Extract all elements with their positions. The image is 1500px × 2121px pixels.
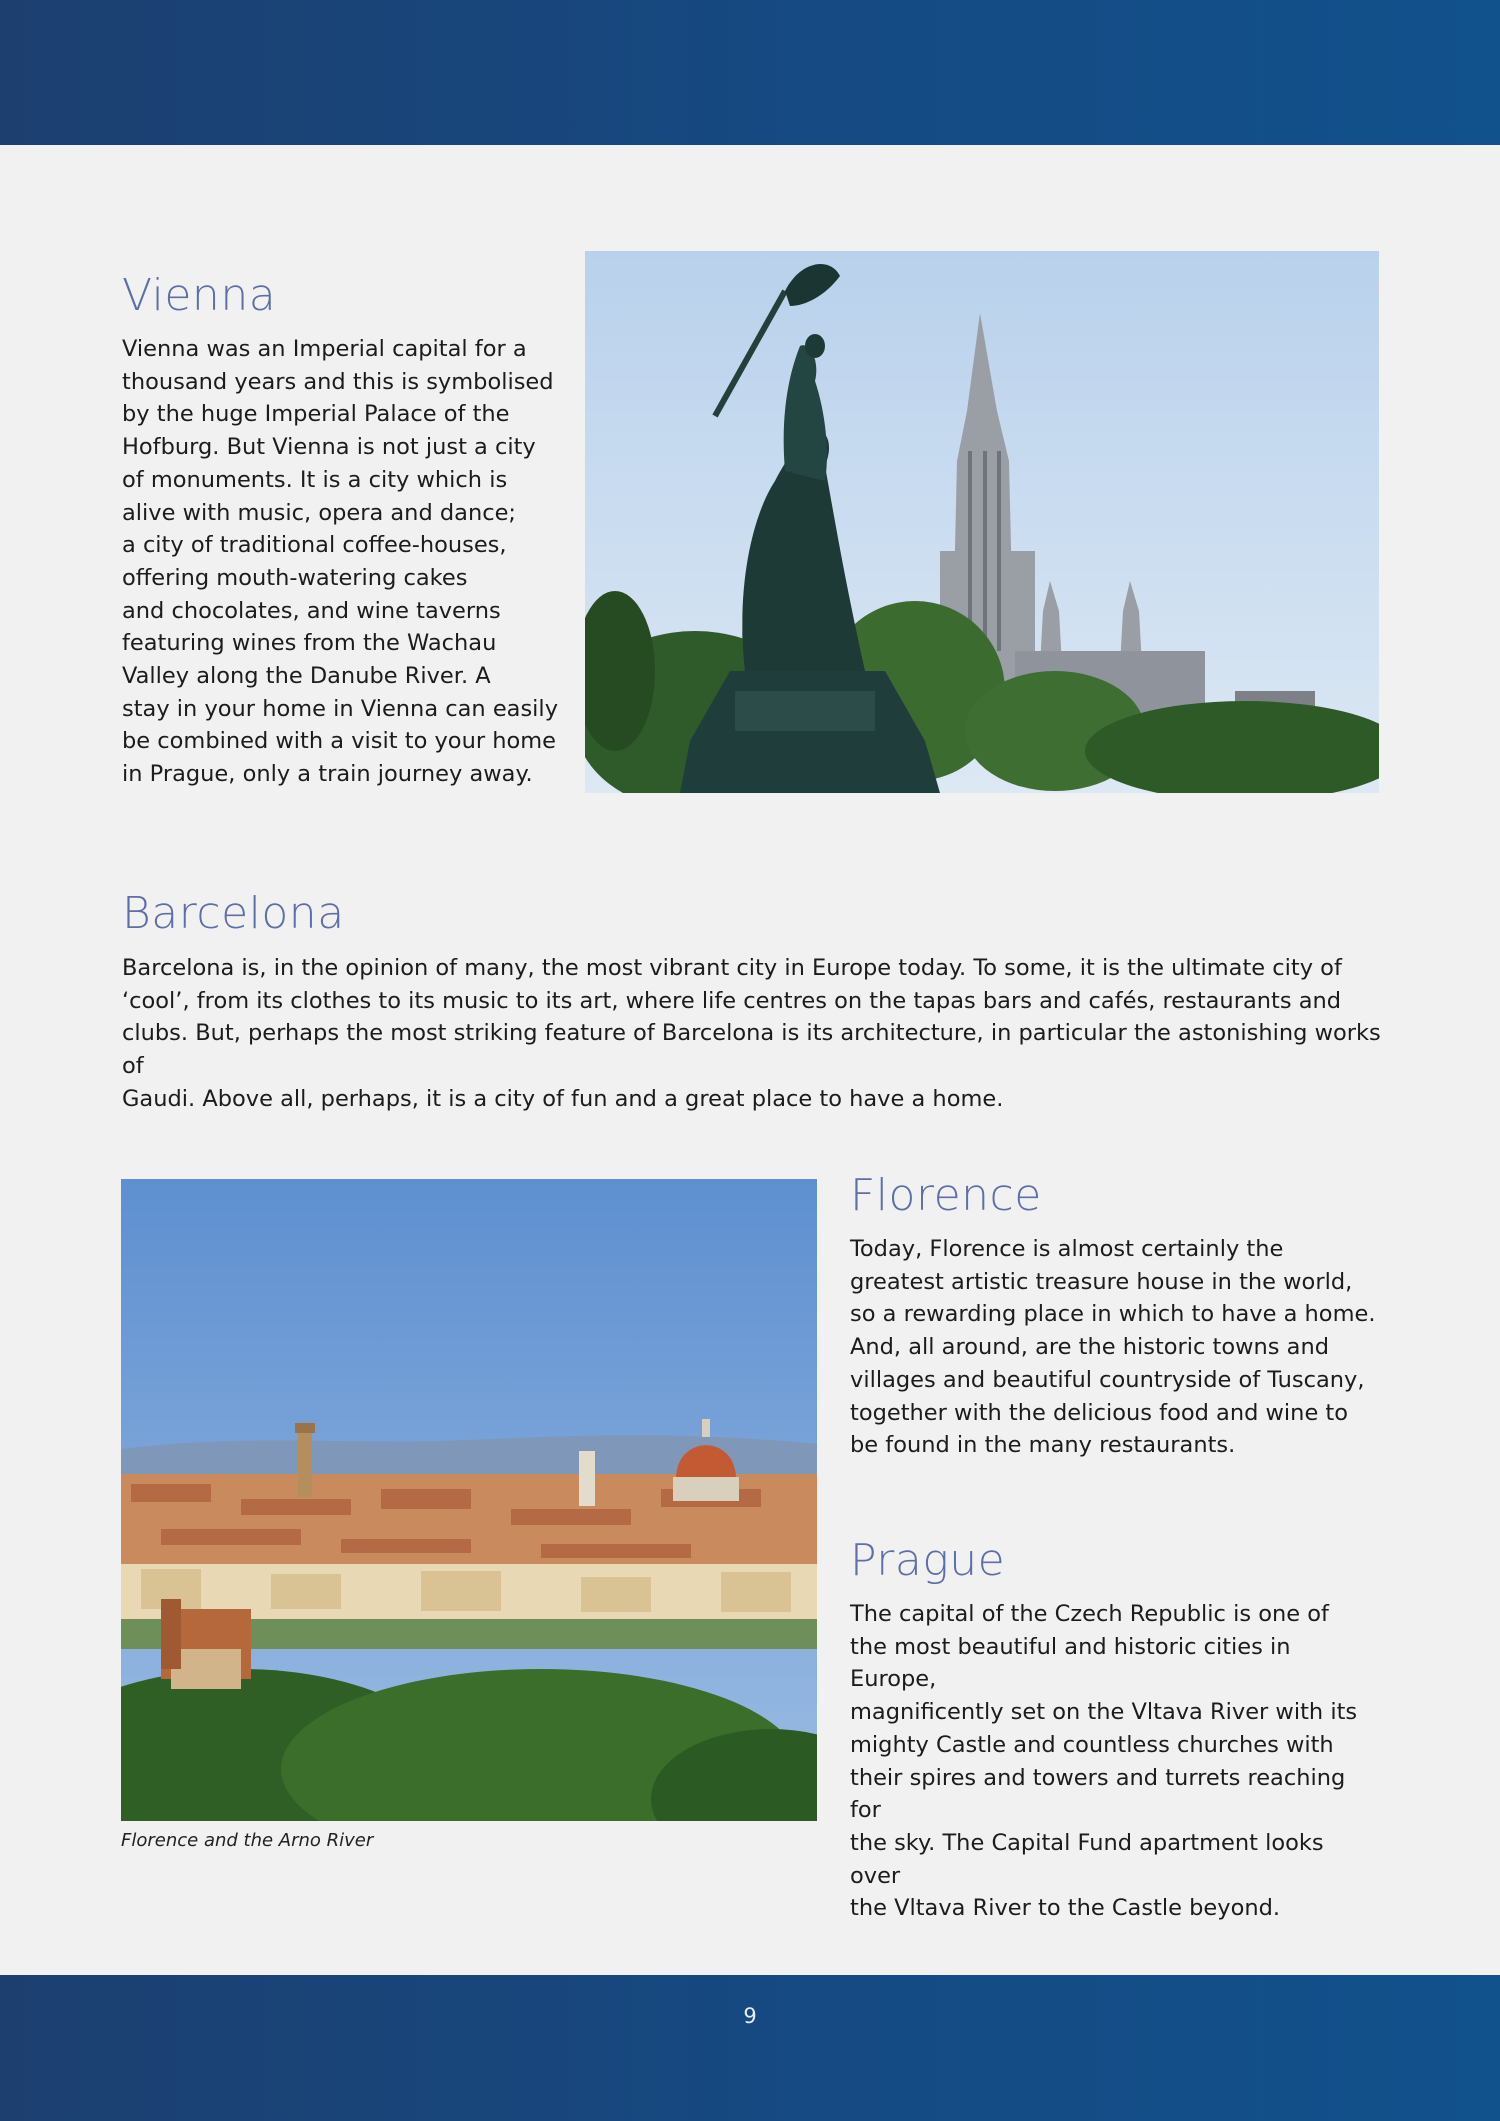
text-line: offering mouth-watering cakes	[122, 564, 468, 591]
text-line: together with the delicious food and wine to	[850, 1399, 1349, 1426]
page-number: 9	[743, 2004, 757, 2028]
barcelona-text	[122, 952, 1382, 1116]
text-line: And, all around, are the historic towns and	[850, 1334, 1330, 1361]
text-line: be combined with a visit to your home	[122, 728, 557, 755]
florence-heading: Florence	[850, 1170, 1042, 1221]
text-line: in Prague, only a train journey away.	[122, 761, 533, 788]
text-line: their spires and towers and turrets reaching for	[850, 1764, 1346, 1824]
text-line: by the huge Imperial Palace of the	[122, 401, 510, 428]
text-line: and chocolates, and wine taverns	[122, 597, 501, 624]
text-line: clubs. But, perhaps the most striking feature of Barcelona is its architecture, in particular the astonishing works of	[122, 1020, 1381, 1080]
footer-band	[0, 1975, 1500, 2121]
text-line: the sky. The Capital Fund apartment looks over	[850, 1829, 1324, 1889]
text-line: Barcelona is, in the opinion of many, the most vibrant city in Europe today. To some, it is the ultimate city of	[122, 955, 1342, 981]
text-line: the most beautiful and historic cities in Europe,	[850, 1633, 1291, 1693]
text-line: Hofburg. But Vienna is not just a city	[122, 434, 536, 461]
text-line: of monuments. It is a city which is	[122, 466, 508, 493]
header-band	[0, 0, 1500, 145]
text-line: alive with music, opera and dance;	[122, 499, 517, 526]
text-line: The capital of the Czech Republic is one of	[850, 1601, 1329, 1627]
vienna-text	[122, 333, 562, 791]
prague-text	[850, 1598, 1380, 1925]
text-line: villages and beautiful countryside of Tuscany,	[850, 1366, 1365, 1393]
text-line: so a rewarding place in which to have a home.	[850, 1301, 1376, 1328]
text-line: Today, Florence is almost certainly the	[850, 1236, 1284, 1262]
vienna-heading: Vienna	[122, 270, 277, 321]
text-line: Valley along the Danube River. A	[122, 663, 491, 690]
text-line: featuring wines from the Wachau	[122, 630, 497, 657]
text-line: Gaudi. Above all, perhaps, it is a city of fun and a great place to have a home.	[122, 1085, 1004, 1112]
text-line: greatest artistic treasure house in the world,	[850, 1268, 1353, 1295]
barcelona-heading: Barcelona	[122, 888, 345, 939]
text-line: stay in your home in Vienna can easily	[122, 695, 559, 722]
text-line: the Vltava River to the Castle beyond.	[850, 1895, 1281, 1922]
text-line: ‘cool’, from its clothes to its music to its art, where life centres on the tapas bars and cafés, restaurants and	[122, 987, 1342, 1014]
text-line: magnificently set on the Vltava River with its	[850, 1699, 1358, 1726]
text-line: be found in the many restaurants.	[850, 1432, 1236, 1459]
text-line: a city of traditional coffee-houses,	[122, 532, 507, 559]
text-line: Vienna was an Imperial capital for a	[122, 336, 527, 362]
florence-caption: Florence and the Arno River	[121, 1830, 374, 1851]
vienna-photo	[585, 251, 1379, 793]
text-line: mighty Castle and countless churches with	[850, 1731, 1334, 1758]
florence-photo	[121, 1179, 817, 1821]
prague-heading: Prague	[850, 1535, 1006, 1586]
text-line: thousand years and this is symbolised	[122, 368, 554, 395]
florence-text	[850, 1233, 1380, 1462]
